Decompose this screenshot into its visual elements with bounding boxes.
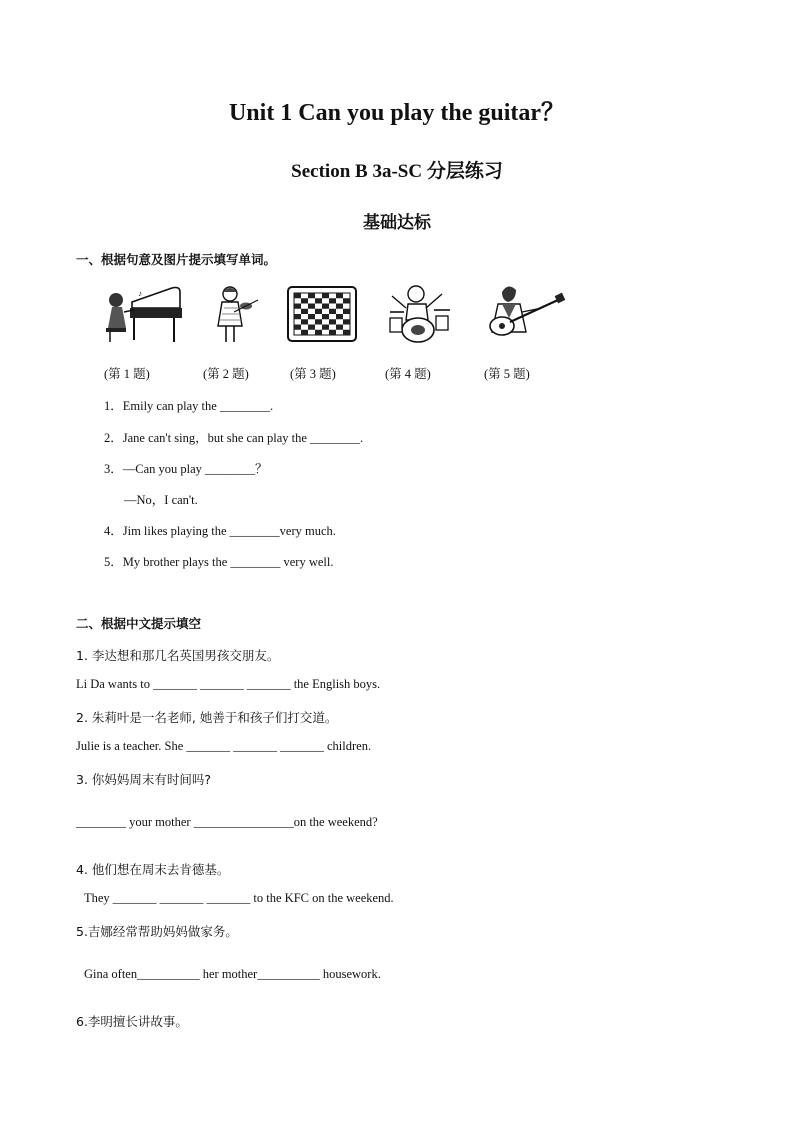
chinese-prompt: 4. 他们想在周末去肯德基。 [76,862,230,877]
chinese-prompt: 5.吉娜经常帮助妈妈做家务。 [76,924,238,939]
picture-caption: (第 2 题) [203,367,249,381]
level-heading: 基础达标 [363,213,431,233]
picture-caption: (第 3 题) [290,367,336,381]
chinese-prompt: 1. 李达想和那几名英国男孩交朋友。 [76,648,280,663]
answer-line: —No，I can't. [124,493,198,507]
english-blank-line: ________ your mother ________________on the weekend? [76,815,378,829]
piano-player-icon [104,282,184,346]
question-item: 2．Jane can't sing，but she can play the ________. [104,431,364,445]
drummer-icon [386,282,452,346]
picture-caption: (第 5 题) [484,367,530,381]
question-item: 1．Emily can play the ________. [104,399,274,413]
english-blank-line: Li Da wants to _______ _______ _______ the English boys. [76,677,381,691]
violin-player-icon [212,282,260,346]
part1-heading: 一、根据句意及图片提示填写单词。 [76,252,277,267]
page-title: Unit 1 Can you play the guitar？ [228,100,566,126]
guitar-player-icon [482,282,566,346]
chessboard-icon [287,282,357,346]
chinese-prompt: 3. 你妈妈周末有时间吗? [76,772,212,787]
chinese-prompt: 2. 朱莉叶是一名老师, 她善于和孩子们打交道。 [76,710,338,725]
question-item: 4．Jim likes playing the ________very much. [104,524,336,538]
picture-caption: (第 4 题) [385,367,431,381]
svg-text:♪: ♪ [138,289,142,298]
english-blank-line: Julie is a teacher. She _______ _______ _______ children. [76,739,372,753]
question-item: 5．My brother plays the ________ very well. [104,555,334,569]
section-subtitle: Section B 3a-SC 分层练习 [291,161,503,182]
chinese-prompt: 6.李明擅长讲故事。 [76,1014,188,1029]
english-blank-line: They _______ _______ _______ to the KFC on the weekend. [84,891,394,905]
picture-caption: (第 1 题) [104,367,150,381]
english-blank-line: Gina often__________ her mother__________ housework. [84,967,381,981]
part2-heading: 二、根据中文提示填空 [76,616,202,631]
question-item: 3．—Can you play ________？ [104,462,268,476]
